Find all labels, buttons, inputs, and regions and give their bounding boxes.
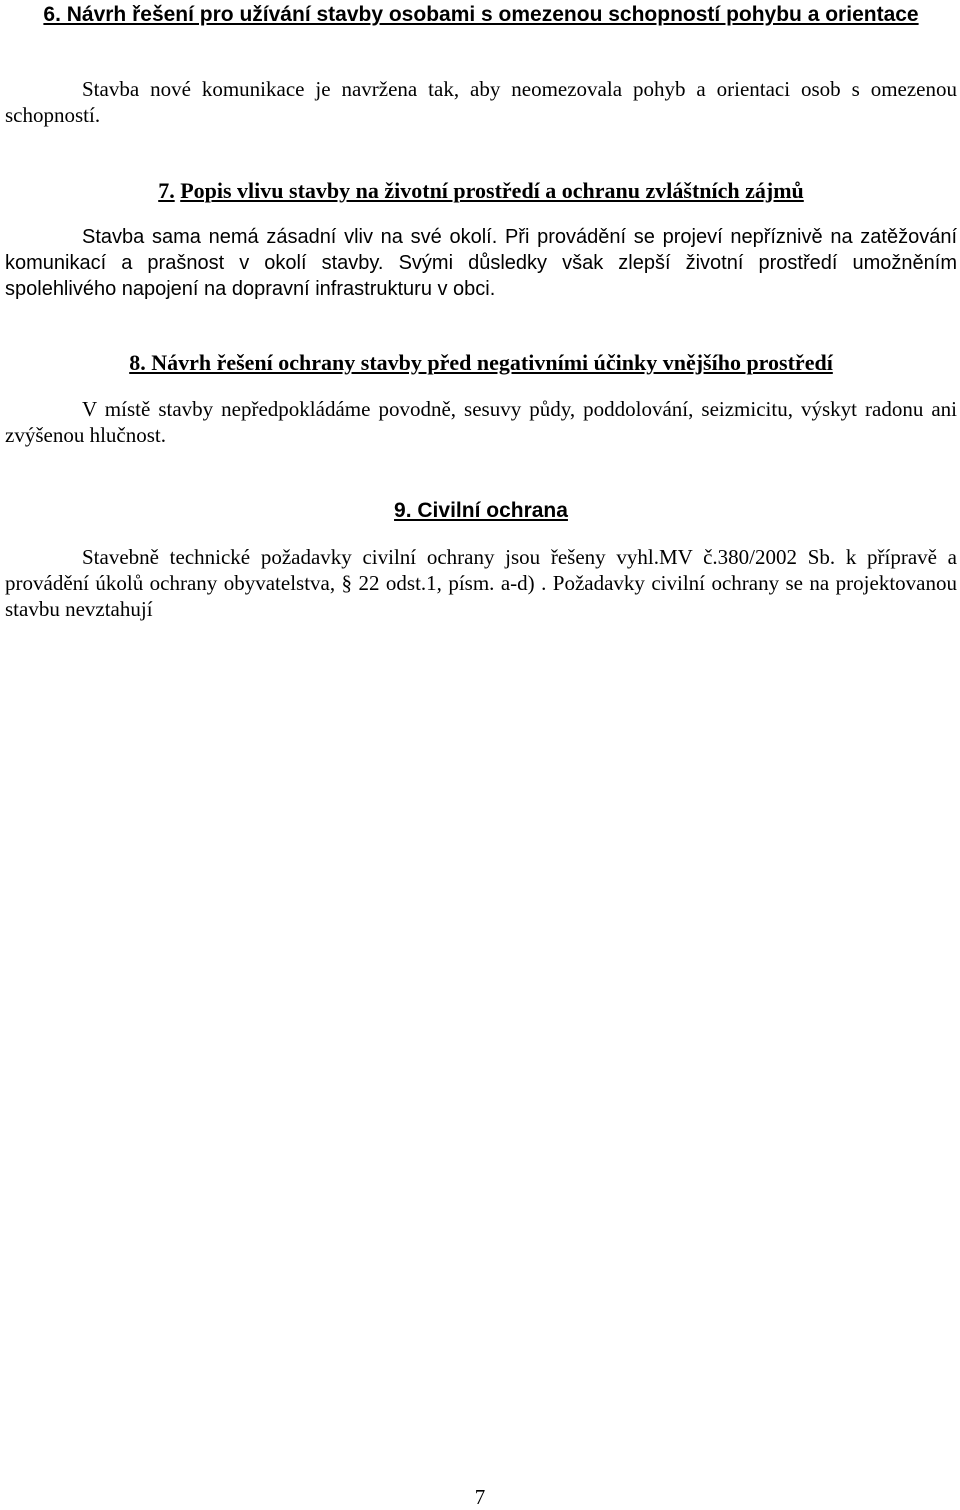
section-9-text: Stavebně technické požadavky civilní ochrany jsou řešeny vyhl.MV č.380/2002 Sb. k přípravě a provádění úkolů ochrany obyvatelstva, § 22 odst.1, písm. a-d) . Požadavky civilní ochrany se na projektovanou stavbu nevztahují <box>5 545 957 621</box>
section-7-heading-title: Popis vlivu stavby na životní prostředí a ochranu zvláštních zájmů <box>180 178 804 203</box>
page-number: 7 <box>474 1485 486 1509</box>
section-8-heading: 8. Návrh řešení ochrany stavby před negativními účinky vnějšího prostředí <box>129 350 833 375</box>
section-7-heading <box>5 178 957 204</box>
section-6-text: Stavba nové komunikace je navržena tak, aby neomezovala pohyb a orientaci osob s omezenou schopností. <box>5 77 957 127</box>
section-9-heading: 9. Civilní ochrana <box>394 499 568 522</box>
section-8-text: V místě stavby nepředpokládáme povodně, sesuvy půdy, poddolování, seizmicitu, výskyt radonu ani zvýšenou hlučnost. <box>5 397 957 447</box>
section-7-text: Stavba sama nemá zásadní vliv na své okolí. Při provádění se projeví nepříznivě na zatěžování komunikací a prašnost v okolí stavby. Svými důsledky však zlepší životní prostředí umožněním spolehlivého napojení na dopravní infrastrukturu v obci. <box>5 226 957 300</box>
section-6-heading: 6. Návrh řešení pro užívání stavby osobami s omezenou schopností pohybu a orientace <box>43 3 919 26</box>
section-7-heading-number: 7. <box>158 178 175 203</box>
